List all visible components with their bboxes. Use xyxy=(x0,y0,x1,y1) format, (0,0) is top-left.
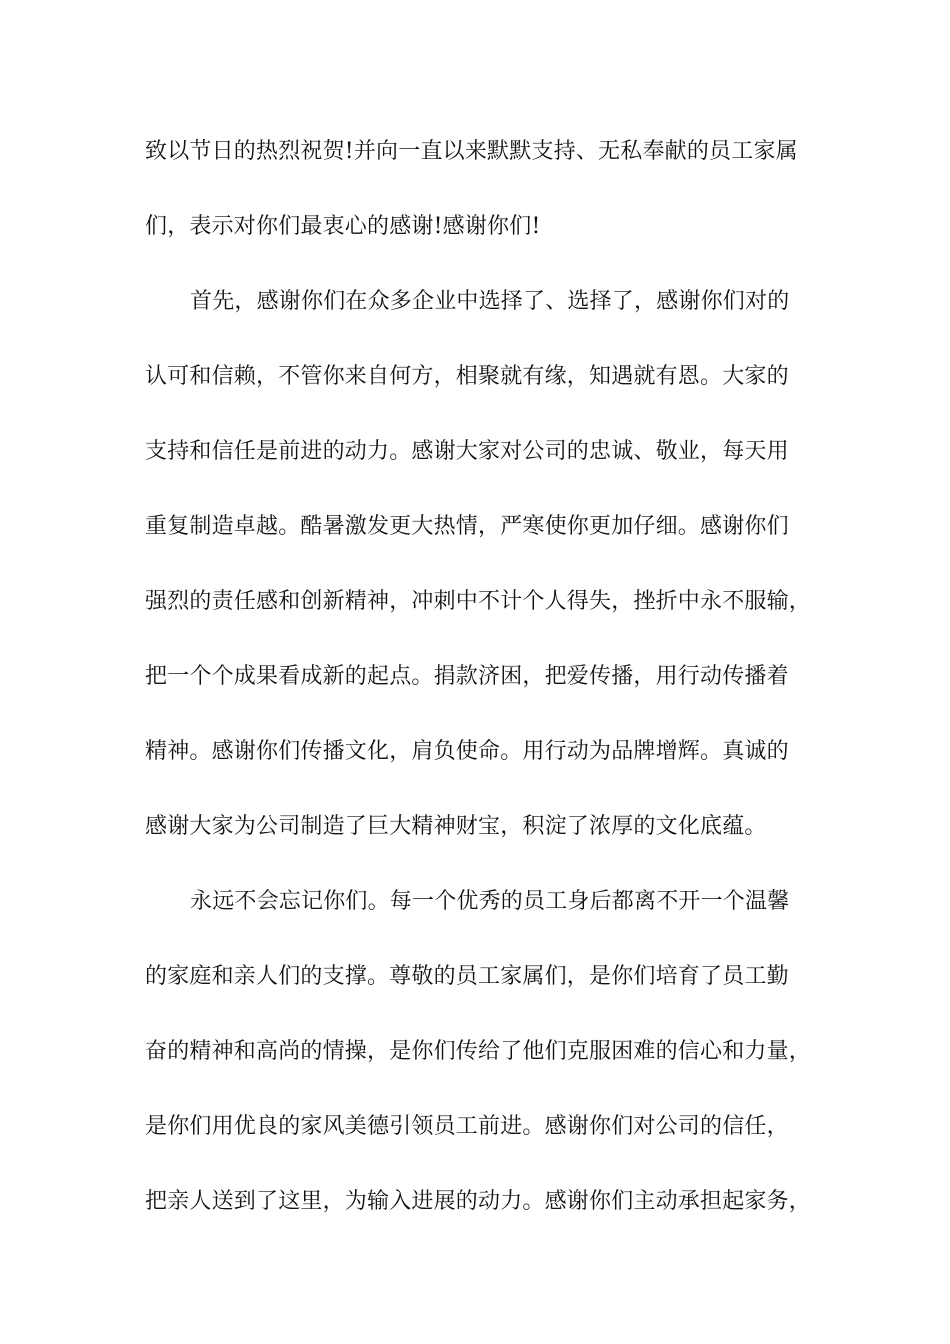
text-line-4: 认可和信赖，不管你来自何方，相聚就有缘，知遇就有恩。大家的 xyxy=(145,364,789,389)
text-line-14: 是你们用优良的家风美德引领员工前进。感谢你们对公司的信任， xyxy=(145,1114,789,1139)
text-line-5: 支持和信任是前进的动力。感谢大家对公司的忠诚、敬业，每天用 xyxy=(145,439,789,464)
text-line-7: 强烈的责任感和创新精神，冲刺中不计个人得失，挫折中永不服输， xyxy=(145,589,812,614)
text-line-9: 精神。感谢你们传播文化，肩负使命。用行动为品牌增辉。真诚的 xyxy=(145,739,789,764)
text-line-2: 们，表示对你们最衷心的感谢!感谢你们! xyxy=(145,214,541,239)
text-line-10: 感谢大家为公司制造了巨大精神财宝，积淀了浓厚的文化底蕴。 xyxy=(145,814,767,839)
text-line-13: 奋的精神和高尚的情操，是你们传给了他们克服困难的信心和力量， xyxy=(145,1039,812,1064)
paragraph-start-line-11: 永远不会忘记你们。每一个优秀的员工身后都离不开一个温馨 xyxy=(190,889,790,914)
text-line-15: 把亲人送到了这里，为输入进展的动力。感谢你们主动承担起家务， xyxy=(145,1189,812,1214)
text-line-1: 致以节日的热烈祝贺!并向一直以来默默支持、无私奉献的员工家属 xyxy=(145,139,798,164)
text-line-8: 把一个个成果看成新的起点。捐款济困，把爱传播，用行动传播着 xyxy=(145,664,789,689)
paragraph-start-line-3: 首先，感谢你们在众多企业中选择了、选择了，感谢你们对的 xyxy=(190,289,790,314)
text-line-6: 重复制造卓越。酷暑激发更大热情，严寒使你更加仔细。感谢你们 xyxy=(145,514,789,539)
text-line-12: 的家庭和亲人们的支撑。尊敬的员工家属们，是你们培育了员工勤 xyxy=(145,964,789,989)
